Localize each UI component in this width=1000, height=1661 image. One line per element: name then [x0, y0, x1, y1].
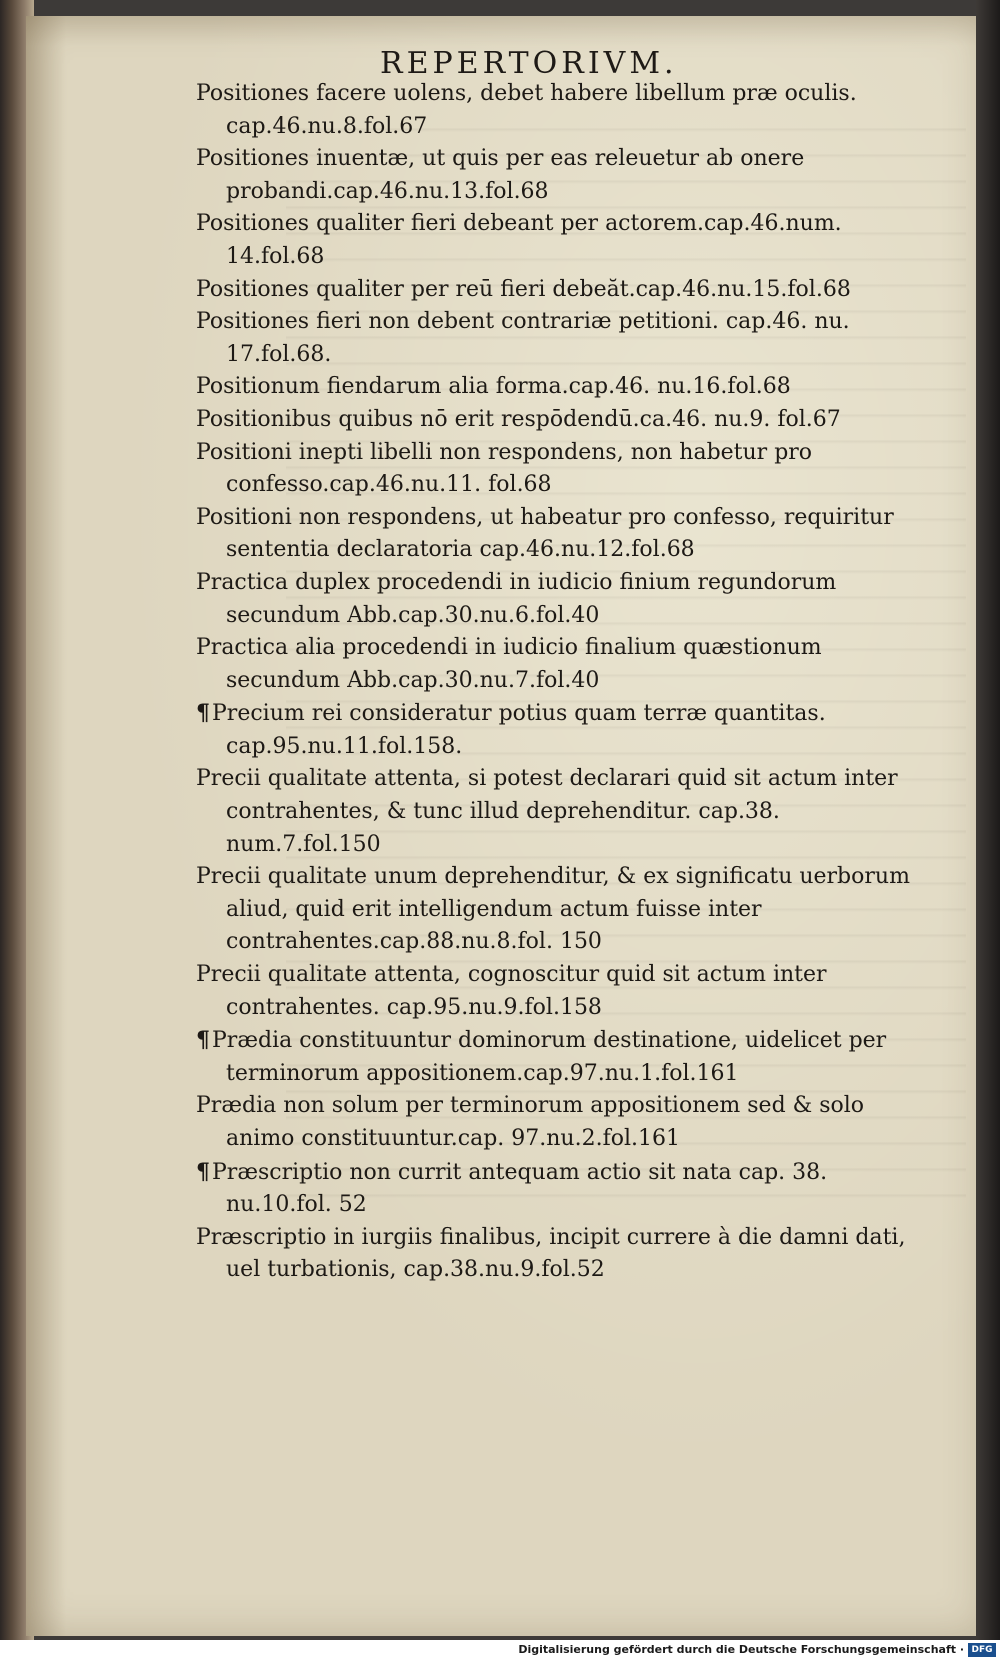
index-entry: Practica alia procedendi in iudicio finalium quæstionum secundum Abb.cap.30.nu.7.fol.40 — [196, 635, 822, 693]
index-entry: Precii qualitate unum deprehenditur, & ex significatu uerborum aliud, quid erit intelligendum actum fuisse inter contrahentes.cap.88.nu.8.fol. 150 — [196, 864, 910, 955]
index-entry: Positiones fieri non debent contrariæ petitioni. cap.46. nu. 17.fol.68. — [196, 309, 850, 367]
index-entry: Positioni non respondens, ut habeatur pro confesso, requiritur sententia declaratoria cap.46.nu.12.fol.68 — [196, 504, 894, 563]
index-entry: Precii qualitate attenta, cognoscitur quid sit actum inter contrahentes. cap.95.nu.9.fol.158 — [196, 962, 827, 1020]
index-entry: Precii qualitate attenta, si potest declarari quid sit actum inter contrahentes, & tunc illud deprehenditur. cap.38. num.7.fol.150 — [196, 766, 898, 857]
index-entry: Præscriptio in iurgiis finalibus, incipit currere à die damni dati, uel turbationis, cap.38.nu.9.fol.52 — [196, 1224, 906, 1283]
index-entry: Positioni inepti libelli non respondens, non habetur pro confesso.cap.46.nu.11. fol.68 — [196, 439, 813, 498]
index-entry: Prædia non solum per terminorum appositionem sed & solo animo constituuntur.cap. 97.nu.2.fol.161 — [196, 1093, 865, 1151]
index-entry: Practica duplex procedendi in iudicio finium regundorum secundum Abb.cap.30.nu.6.fol.40 — [196, 569, 837, 628]
index-entry: Positionibus quibus nō erit respōdendū.ca.46. nu.9. fol.67 — [196, 406, 841, 432]
pilcrow-mark: ¶ — [196, 700, 210, 727]
index-entry: Positiones inuentæ, ut quis per eas releuetur ab onere probandi.cap.46.nu.13.fol.68 — [196, 146, 805, 204]
index-entry: Positiones qualiter fieri debeant per actorem.cap.46.num. 14.fol.68 — [196, 211, 842, 269]
digitization-credit: Digitalisierung gefördert durch die Deutsche Forschungsgemeinschaft · — [518, 1643, 964, 1656]
pilcrow-mark: ¶ — [196, 1027, 210, 1054]
index-entry: ¶Prædia constituuntur dominorum destinatione, uidelicet per terminorum appositionem.cap.97.nu.1.fol.161 — [196, 1027, 887, 1086]
index-entry: ¶Præscriptio non currit antequam actio sit nata cap. 38. nu.10.fol. 52 — [196, 1158, 828, 1218]
index-entries — [196, 78, 916, 1287]
page-edge — [976, 0, 1000, 1640]
index-entry: Positiones qualiter per reū fieri debeăt.cap.46.nu.15.fol.68 — [196, 276, 851, 302]
index-entry: Positiones facere uolens, debet habere libellum præ oculis. cap.46.nu.8.fol.67 — [196, 81, 857, 139]
running-head: REPERTORIVM. — [380, 46, 678, 81]
index-entry: ¶Precium rei consideratur potius quam terræ quantitas. cap.95.nu.11.fol.158. — [196, 700, 826, 759]
pilcrow-mark: ¶ — [196, 1158, 210, 1185]
index-entry: Positionum fiendarum alia forma.cap.46. nu.16.fol.68 — [196, 374, 791, 400]
dfg-logo: DFG — [968, 1643, 996, 1657]
